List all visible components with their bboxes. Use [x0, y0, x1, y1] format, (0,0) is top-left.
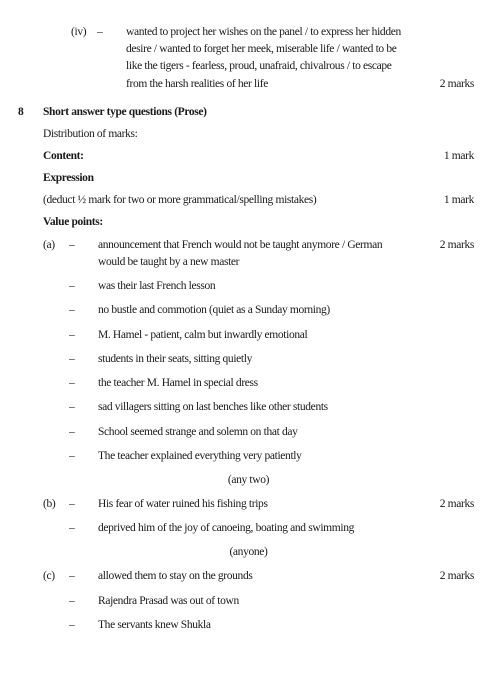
distribution-label: Distribution of marks:: [43, 128, 138, 140]
dash: –: [69, 329, 75, 341]
dash: –: [69, 450, 75, 462]
marks-label: 2 marks: [439, 78, 474, 90]
anyone-note: (anyone): [229, 546, 268, 558]
item-label-iv: (iv): [71, 26, 87, 38]
expression-note: (deduct ½ mark for two or more grammatical/spelling mistakes): [43, 194, 317, 206]
answer-line: like the tigers - fearless, proud, unafraid, chivalrous / to escape: [126, 60, 392, 72]
dash: –: [69, 426, 75, 438]
answer-line: from the harsh realities of her life: [126, 78, 268, 90]
answer-point: the teacher M. Hamel in special dress: [98, 377, 258, 389]
any-two-note: (any two): [227, 474, 270, 486]
dash: –: [69, 570, 75, 582]
value-points-label: Value points:: [43, 216, 103, 228]
marks-label: 2 marks: [439, 239, 474, 251]
expression-label: Expression: [43, 172, 94, 184]
dash: –: [69, 522, 75, 534]
dash: –: [69, 280, 75, 292]
question-title: Short answer type questions (Prose): [43, 106, 207, 118]
answer-point: The servants knew Shukla: [98, 619, 211, 631]
dash: –: [69, 353, 75, 365]
answer-line: announcement that French would not be taught anymore / German: [98, 239, 383, 251]
dash: –: [97, 26, 103, 38]
dash: –: [69, 304, 75, 316]
answer-line: allowed them to stay on the grounds: [98, 570, 253, 582]
answer-point: sad villagers sitting on last benches like other students: [98, 401, 328, 413]
dash: –: [69, 377, 75, 389]
answer-point: students in their seats, sitting quietly: [98, 353, 253, 365]
answer-line: desire / wanted to forget her meek, miserable life / wanted to be: [126, 43, 397, 55]
dash: –: [69, 619, 75, 631]
part-label-a: (a): [43, 239, 55, 251]
answer-point: M. Hamel - patient, calm but inwardly emotional: [98, 329, 308, 341]
answer-point: Rajendra Prasad was out of town: [98, 595, 239, 607]
answer-line: would be taught by a new master: [98, 256, 240, 268]
marks-label: 2 marks: [439, 498, 474, 510]
answer-point: was their last French lesson: [98, 280, 216, 292]
expression-marks: 1 mark: [443, 194, 474, 206]
dash: –: [69, 595, 75, 607]
content-marks: 1 mark: [443, 150, 474, 162]
content-label: Content:: [43, 150, 84, 162]
answer-line: wanted to project her wishes on the panel / to express her hidden: [126, 26, 401, 38]
answer-line: His fear of water ruined his fishing trips: [98, 498, 268, 510]
dash: –: [69, 498, 75, 510]
answer-point: School seemed strange and solemn on that day: [98, 426, 298, 438]
part-label-c: (c): [43, 570, 55, 582]
answer-point: The teacher explained everything very patiently: [98, 450, 302, 462]
dash: –: [69, 401, 75, 413]
answer-point: deprived him of the joy of canoeing, boating and swimming: [98, 522, 354, 534]
part-label-b: (b): [43, 498, 56, 510]
question-number: 8: [18, 106, 24, 118]
dash: –: [69, 239, 75, 251]
answer-point: no bustle and commotion (quiet as a Sunday morning): [98, 304, 330, 316]
marks-label: 2 marks: [439, 570, 474, 582]
